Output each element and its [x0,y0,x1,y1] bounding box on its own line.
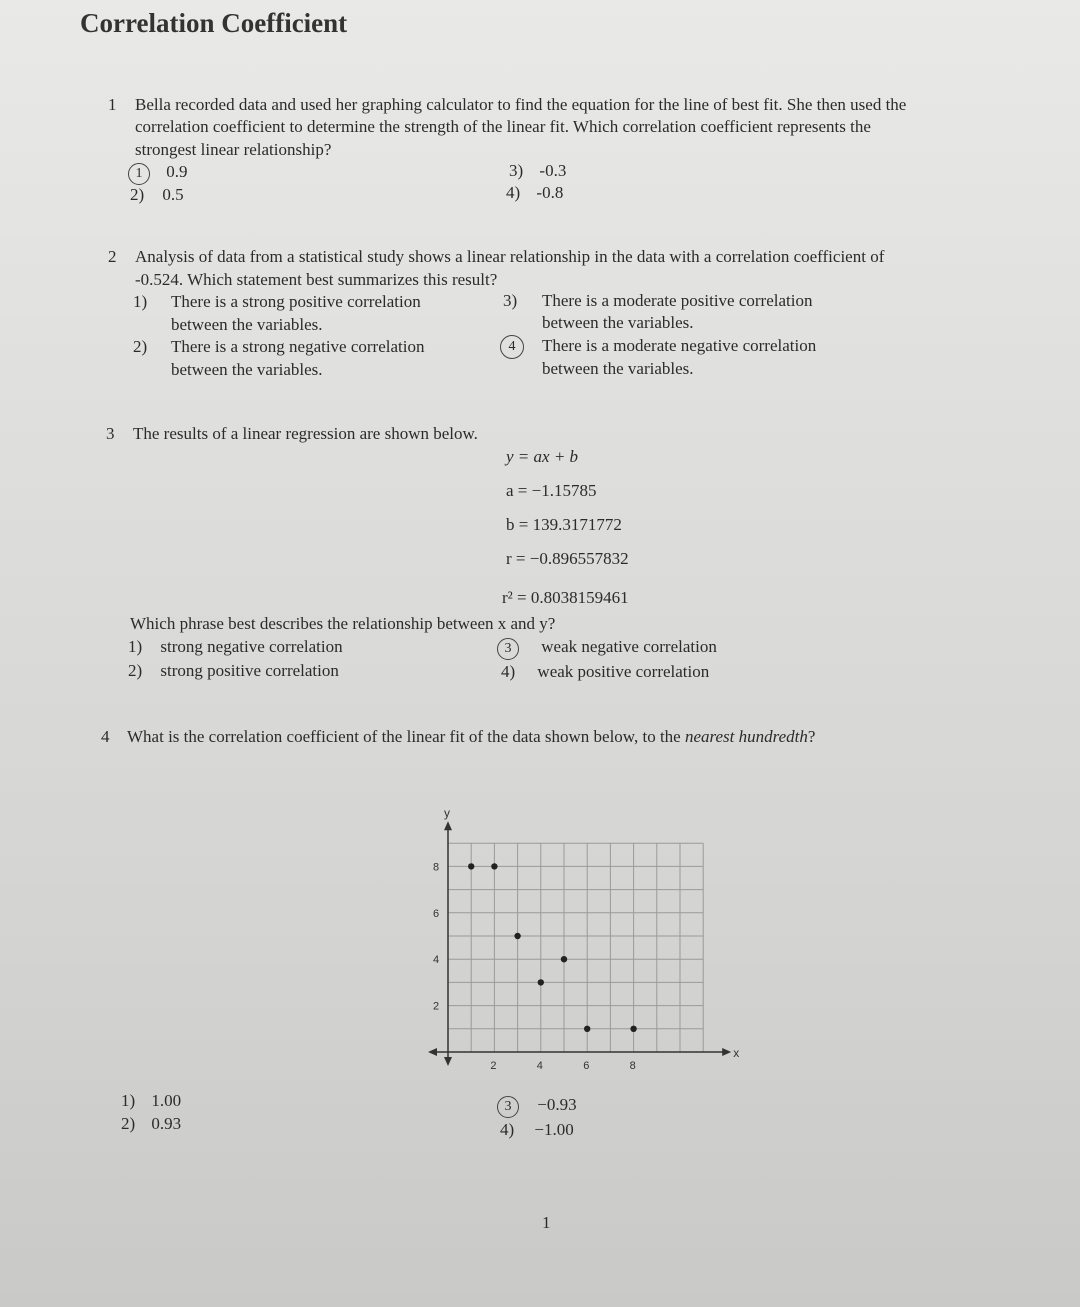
q3-choice-2-num: 2) [128,661,143,680]
q2-choice-4-text2: between the variables. [542,359,694,378]
q2-choice-1-text2: between the variables. [171,315,323,334]
q2-number: 2 [108,247,117,266]
q3-choice-4[interactable] [501,662,709,682]
x-tick-label: 6 [583,1060,590,1072]
y-tick-label: 8 [433,861,440,874]
q1-text-line1: Bella recorded data and used her graphing calculator to find the equation for the line of best fit. She then used the [135,95,907,114]
q1-choice-3-num: 3) [509,161,524,180]
q3-choice-3-text: weak negative correlation [541,637,717,656]
q1-choice-2[interactable] [130,185,184,205]
q1-text-line2: correlation coefficient to determine the strength of the linear fit. Which correlation coefficient represents the [135,117,871,136]
q1-choice-2-text: 0.5 [162,185,184,204]
regression-b: b = 139.3171772 [506,515,622,534]
q2-choice-4[interactable] [500,335,817,378]
q3-question: Which phrase best describes the relationship between x and y? [130,614,556,633]
y-tick-label: 4 [433,954,440,967]
data-point [491,863,497,869]
regression-r-squared: r² = 0.8038159461 [502,588,629,607]
answer-circle-icon: 4 [500,335,524,359]
answer-circle-icon: 3 [497,638,519,660]
q4-choice-2[interactable] [121,1114,181,1134]
data-point [584,1026,590,1032]
q4-text-a: What is the correlation coefficient of the linear fit of the data shown below, to the [127,727,685,746]
y-tick-label: 6 [433,907,440,920]
data-point [514,933,520,939]
q4-text [127,726,815,748]
q4-choice-1[interactable] [121,1091,181,1111]
y-axis-arrow-icon [444,821,452,830]
x-tick-label: 8 [629,1060,636,1072]
q2-choice-1-text1: There is a strong positive correlation [171,292,421,311]
q1-choice-4[interactable] [506,183,563,203]
q2-choice-2-text2: between the variables. [171,360,323,379]
q2-choice-3-text1: There is a moderate positive correlation [542,291,813,310]
q2-choice-2[interactable] [133,337,425,379]
answer-circle-icon: 3 [497,1096,519,1118]
q4-choice-3[interactable] [497,1095,577,1118]
q4-choice-1-num: 1) [121,1091,136,1110]
q4-choice-4[interactable] [500,1120,574,1140]
q1-choice-2-num: 2) [130,185,145,204]
q3-choice-4-num: 4) [501,662,516,681]
regression-model: y = ax + b [506,447,579,466]
q3-choice-1-num: 1) [128,637,143,656]
answer-circle-icon: 1 [128,163,150,185]
y-tick-label: 2 [433,1000,440,1013]
q3-choice-4-text: weak positive correlation [537,662,710,681]
q1-choice-1-text: 0.9 [166,162,188,181]
x-axis-arrow-icon [722,1048,731,1056]
y-axis-label: y [444,806,450,821]
q4-choice-2-text: 0.93 [151,1114,182,1133]
q4-choice-1-text: 1.00 [151,1091,182,1110]
x-axis-arrow-left-icon [428,1048,437,1056]
y-axis-arrow-down-icon [444,1057,452,1066]
q3-choice-1-text: strong negative correlation [160,637,343,656]
q1-choice-1[interactable] [128,162,188,185]
q2-choice-2-text1: There is a strong negative correlation [171,337,425,356]
page-number: 1 [542,1213,551,1232]
q4-number: 4 [101,727,110,746]
data-point [561,956,567,962]
q1-text-line3: strongest linear relationship? [135,140,332,159]
scatter-plot [400,760,740,1080]
regression-r: r = −0.896557832 [506,549,629,568]
x-tick-label: 4 [536,1060,543,1072]
q4-choice-4-text: −1.00 [534,1120,574,1139]
q1-choice-4-text: -0.8 [536,183,564,202]
x-axis-label: x [733,1046,740,1060]
q1-number: 1 [108,95,117,114]
q2-choice-1[interactable] [133,292,421,334]
q2-choice-3-num: 3) [503,291,518,310]
data-point [538,979,544,985]
q4-choice-2-num: 2) [121,1114,136,1133]
q4-choice-3-text: −0.93 [537,1095,577,1114]
q3-choice-2[interactable] [128,661,339,681]
data-point [468,863,474,869]
x-tick-label: 2 [490,1060,497,1072]
q4-text-c: ? [807,727,816,746]
q3-choice-1[interactable] [128,637,343,657]
q4-text-emphasis: nearest hundredth [684,727,808,746]
q1-choice-3[interactable] [509,161,566,181]
q4-choice-4-num: 4) [500,1120,515,1139]
q2-choice-1-num: 1) [133,292,148,311]
q2-choice-2-num: 2) [133,337,148,356]
page-title: Correlation Coefficient [80,8,348,38]
q1-choice-4-num: 4) [506,183,521,202]
q3-choice-3[interactable] [497,637,717,660]
q3-choice-2-text: strong positive correlation [160,661,339,680]
q2-choice-3-text2: between the variables. [542,313,694,332]
q3-text-line1: The results of a linear regression are shown below. [133,424,478,443]
q1-choice-3-text: -0.3 [539,161,567,180]
q2-text-line1: Analysis of data from a statistical study shows a linear relationship in the data with a correlation coefficient of [135,247,885,266]
q2-choice-3[interactable] [503,291,813,332]
regression-a: a = −1.15785 [506,481,597,500]
q2-choice-4-text1: There is a moderate negative correlation [542,336,817,355]
q2-text-line2: -0.524. Which statement best summarizes this result? [135,270,498,289]
q3-number: 3 [106,424,115,443]
data-point [630,1026,636,1032]
